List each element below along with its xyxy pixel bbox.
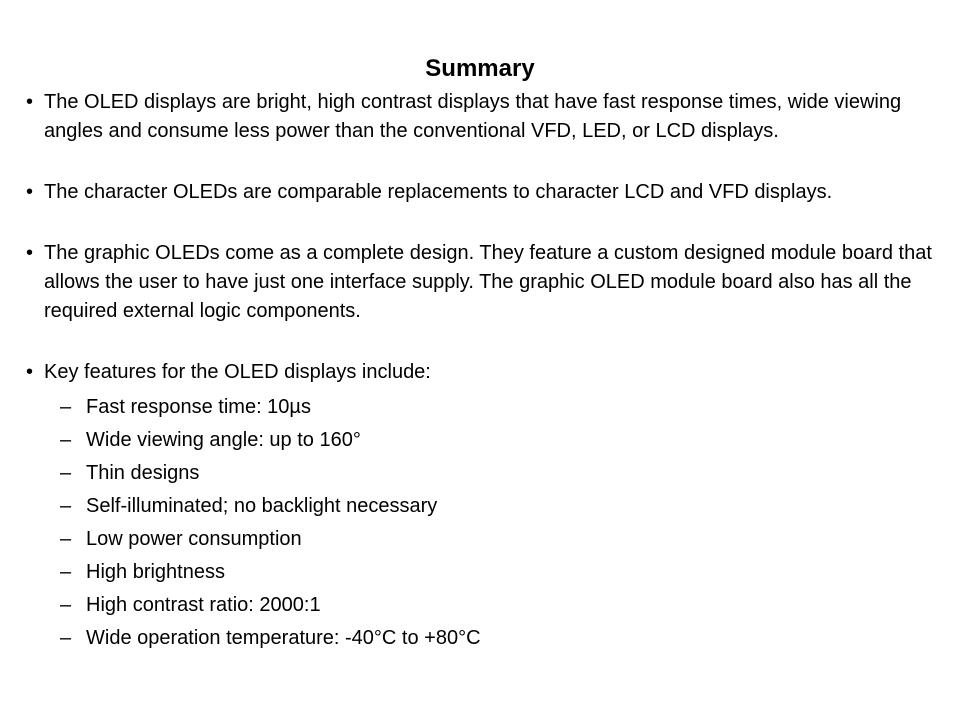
dash-glyph: –	[60, 594, 72, 616]
bullet-text: The OLED displays are bright, high contrast displays that have fast response times, wide viewing angles and consume less power than the conventional VFD, LED, or LCD displays.	[44, 91, 902, 142]
feature-text: Wide operation temperature: -40°C to +80°C	[86, 627, 481, 649]
dash-glyph: –	[60, 462, 72, 484]
dash-glyph: –	[60, 627, 72, 649]
feature-item	[44, 457, 936, 490]
dash-glyph: –	[60, 429, 72, 451]
feature-text: Low power consumption	[86, 528, 302, 550]
feature-text: High brightness	[86, 561, 225, 583]
bullet-glyph: •	[26, 361, 34, 383]
bullet-item-key-features	[26, 358, 936, 655]
feature-item	[44, 424, 936, 457]
bullet-glyph: •	[26, 242, 34, 264]
bullet-text: The character OLEDs are comparable replacements to character LCD and VFD displays.	[44, 181, 833, 203]
feature-text: Wide viewing angle: up to 160°	[86, 429, 361, 451]
feature-text: Self-illuminated; no backlight necessary	[86, 495, 438, 517]
bullet-list	[26, 88, 936, 655]
dash-glyph: –	[60, 528, 72, 550]
bullet-item	[26, 239, 936, 326]
feature-item	[44, 622, 936, 655]
slide-title: Summary	[425, 55, 535, 82]
dash-glyph: –	[60, 561, 72, 583]
bullet-item	[26, 88, 936, 146]
feature-item	[44, 490, 936, 523]
bullet-text: Key features for the OLED displays include:	[44, 361, 431, 383]
feature-item	[44, 391, 936, 424]
bullet-item	[26, 178, 936, 207]
dash-glyph: –	[60, 495, 72, 517]
bullet-glyph: •	[26, 91, 34, 113]
feature-text: High contrast ratio: 2000:1	[86, 594, 321, 616]
feature-item	[44, 523, 936, 556]
feature-item	[44, 556, 936, 589]
feature-text: Fast response time: 10µs	[86, 396, 311, 418]
feature-list	[44, 391, 936, 655]
feature-text: Thin designs	[86, 462, 200, 484]
feature-item	[44, 589, 936, 622]
bullet-text: The graphic OLEDs come as a complete design. They feature a custom designed module board that allows the user to have just one interface supply. The graphic OLED module board also has all the required external logic components.	[44, 242, 932, 322]
bullet-glyph: •	[26, 181, 34, 203]
dash-glyph: –	[60, 396, 72, 418]
